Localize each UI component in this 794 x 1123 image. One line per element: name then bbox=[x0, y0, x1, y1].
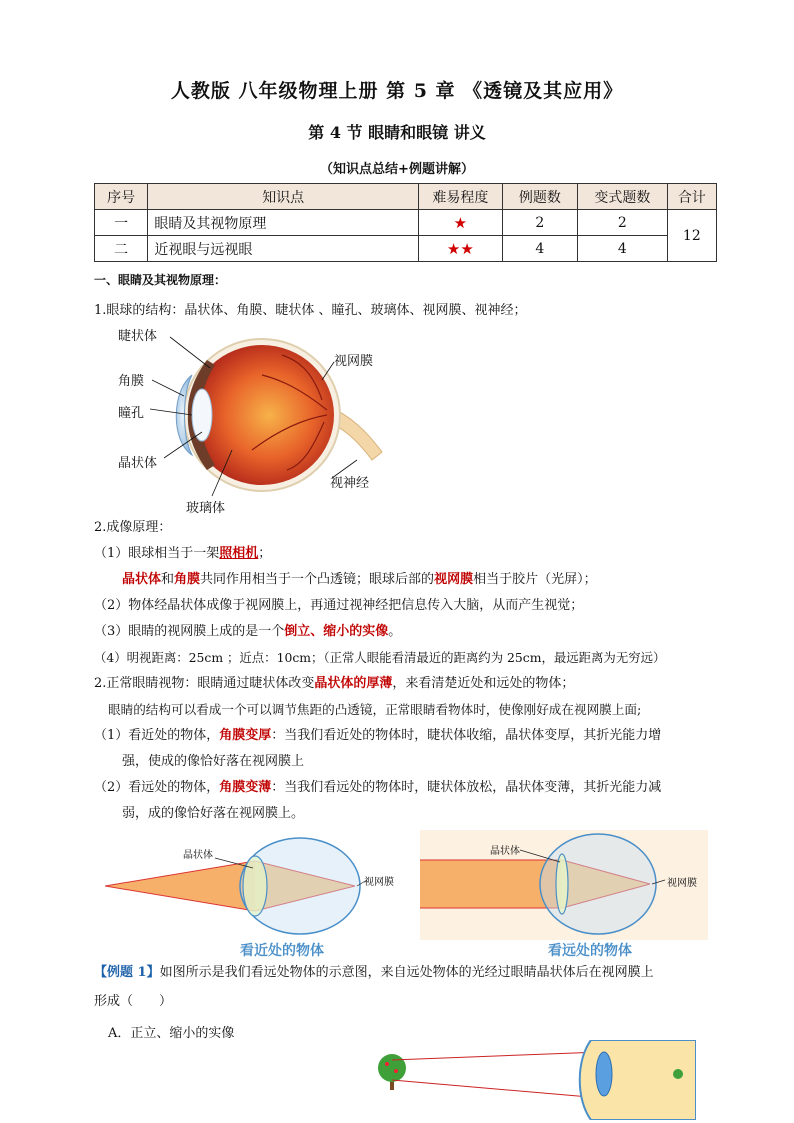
example-eye-figure bbox=[376, 1040, 696, 1120]
leader-line bbox=[152, 380, 184, 396]
text-span: （1）眼球相当于一架 bbox=[94, 546, 220, 561]
example-1-line-1 bbox=[94, 963, 654, 983]
imaging-heading: 2.成像原理： bbox=[94, 520, 172, 535]
light-cone bbox=[105, 861, 255, 911]
highlight-text: 晶状体 bbox=[122, 572, 162, 587]
text-span: 共同作用相当于一个凸透镜；眼球后部的 bbox=[200, 572, 435, 587]
text-span: 如图所示是我们看远处物体的示意图，来自远处物体的光经过眼睛晶状体后在视网膜上 bbox=[159, 965, 654, 980]
normal-line-4 bbox=[94, 778, 661, 798]
difficulty-stars: ★★ bbox=[419, 236, 503, 262]
table-row bbox=[95, 236, 717, 262]
highlight-text: 角膜变薄 bbox=[219, 780, 272, 795]
text-span: ； bbox=[258, 546, 272, 561]
table-cell: 二 bbox=[95, 236, 148, 262]
lens-shape bbox=[596, 1052, 612, 1096]
label-cornea: 角膜 bbox=[118, 374, 145, 389]
table-cell: 眼睛及其视物原理 bbox=[148, 210, 419, 236]
lens-shape bbox=[192, 389, 212, 441]
normal-line-4b: 弱，成的像恰好落在视网膜上。 bbox=[122, 806, 305, 821]
light-ray bbox=[392, 1052, 601, 1060]
lens-shape bbox=[556, 854, 568, 914]
text-span: ：当我们看近处的物体时，睫状体收缩，晶状体变厚，其折光能力增 bbox=[271, 728, 662, 743]
imaging-line-1 bbox=[94, 544, 271, 564]
normal-line-3 bbox=[94, 726, 661, 746]
table-header: 序号 bbox=[95, 184, 148, 210]
text-span: （1）看近处的物体， bbox=[94, 728, 220, 743]
label-retina: 视网膜 bbox=[667, 878, 697, 889]
section-heading: 一、眼睛及其视物原理： bbox=[94, 273, 227, 287]
label-retina: 视网膜 bbox=[364, 877, 394, 888]
caption-near: 看近处的物体 bbox=[240, 943, 324, 959]
normal-line-1 bbox=[94, 674, 574, 694]
text-span: 相当于胶片（光屏）； bbox=[473, 572, 597, 587]
text-span: （3）眼睛的视网膜上成的是一个 bbox=[94, 624, 285, 639]
option-a: A．正立、缩小的实像 bbox=[108, 1026, 235, 1041]
example-1-line-2: 形成（ ） bbox=[94, 994, 173, 1009]
table-header: 合计 bbox=[667, 184, 716, 210]
table-header: 难易程度 bbox=[419, 184, 503, 210]
page-subtitle-note: （知识点总结+例题讲解） bbox=[320, 162, 474, 177]
label-lens: 晶状体 bbox=[118, 456, 158, 471]
table-cell: 4 bbox=[578, 236, 668, 262]
highlight-text: 角膜变厚 bbox=[219, 728, 272, 743]
table-cell: 2 bbox=[578, 210, 668, 236]
fruit-dot bbox=[385, 1062, 389, 1066]
far-object-diagram bbox=[420, 830, 708, 940]
text-span: 2.正常眼睛视物：眼睛通过睫状体改变 bbox=[94, 676, 315, 691]
imaging-line-2 bbox=[122, 570, 597, 590]
summary-table bbox=[94, 183, 717, 262]
text-span: ，来看清楚近处和远处的物体； bbox=[392, 676, 575, 691]
table-cell: 近视眼与远视眼 bbox=[148, 236, 419, 262]
normal-line-2: 眼睛的结构可以看成一个可以调节焦距的凸透镜，正常眼睛看物体时，使像刚好成在视网膜上面; bbox=[108, 702, 642, 717]
label-optic-nerve: 视神经 bbox=[330, 476, 370, 491]
text-span: 和 bbox=[161, 572, 175, 587]
table-header-row bbox=[95, 184, 717, 210]
light-ray bbox=[392, 1080, 601, 1098]
page-title: 人教版 八年级物理上册 第 5 章 《透镜及其应用》 bbox=[170, 80, 624, 102]
table-total: 12 bbox=[667, 210, 716, 262]
fruit-dot bbox=[394, 1069, 398, 1073]
table-cell: 一 bbox=[95, 210, 148, 236]
highlight-text: 角膜 bbox=[174, 572, 201, 587]
example-tag: 【例题 1】 bbox=[94, 965, 160, 980]
highlight-text: 晶状体的厚薄 bbox=[314, 676, 393, 691]
caption-far: 看远处的物体 bbox=[548, 943, 632, 959]
page-subtitle: 第 4 节 眼睛和眼镜 讲义 bbox=[308, 123, 486, 142]
table-header: 变式题数 bbox=[578, 184, 668, 210]
label-vitreous: 玻璃体 bbox=[186, 501, 226, 516]
label-retina: 视网膜 bbox=[334, 354, 374, 369]
structure-line: 1.眼球的结构：晶状体、角膜、睫状体 、瞳孔、玻璃体、视网膜、视神经； bbox=[94, 303, 527, 318]
table-cell: 4 bbox=[502, 236, 577, 262]
answer-blank: 照相机 bbox=[219, 546, 259, 561]
label-lens: 晶状体 bbox=[183, 850, 213, 861]
table-cell: 2 bbox=[502, 210, 577, 236]
label-pupil: 瞳孔 bbox=[118, 406, 145, 421]
highlight-text: 倒立、缩小的实像 bbox=[284, 624, 389, 639]
table-header: 例题数 bbox=[502, 184, 577, 210]
text-span: 。 bbox=[388, 624, 402, 639]
label-lens: 晶状体 bbox=[490, 846, 520, 857]
imaging-line-4 bbox=[94, 622, 401, 642]
leader-line bbox=[170, 337, 210, 368]
imaging-line-5: （4）明视距离：25cm ；近点：10cm；（正常人眼能看清最近的距离约为 25cm，最远距离为无穷远） bbox=[94, 650, 666, 665]
normal-line-3b: 强，使成的像恰好落在视网膜上 bbox=[122, 754, 305, 769]
text-span: （2）看远处的物体， bbox=[94, 780, 220, 795]
text-span: ：当我们看远处的物体时，睫状体放松，晶状体变薄，其折光能力减 bbox=[271, 780, 662, 795]
table-header: 知识点 bbox=[148, 184, 419, 210]
near-object-diagram bbox=[105, 836, 405, 940]
highlight-text: 视网膜 bbox=[434, 572, 474, 587]
lens-shape bbox=[243, 856, 267, 916]
imaging-line-3: （2）物体经晶状体成像于视网膜上，再通过视神经把信息传入大脑，从而产生视觉； bbox=[94, 598, 584, 613]
tree-icon bbox=[378, 1054, 406, 1082]
table-row bbox=[95, 210, 717, 236]
label-ciliary-body: 睫状体 bbox=[118, 329, 158, 344]
image-on-retina bbox=[673, 1069, 683, 1079]
difficulty-stars: ★ bbox=[419, 210, 503, 236]
